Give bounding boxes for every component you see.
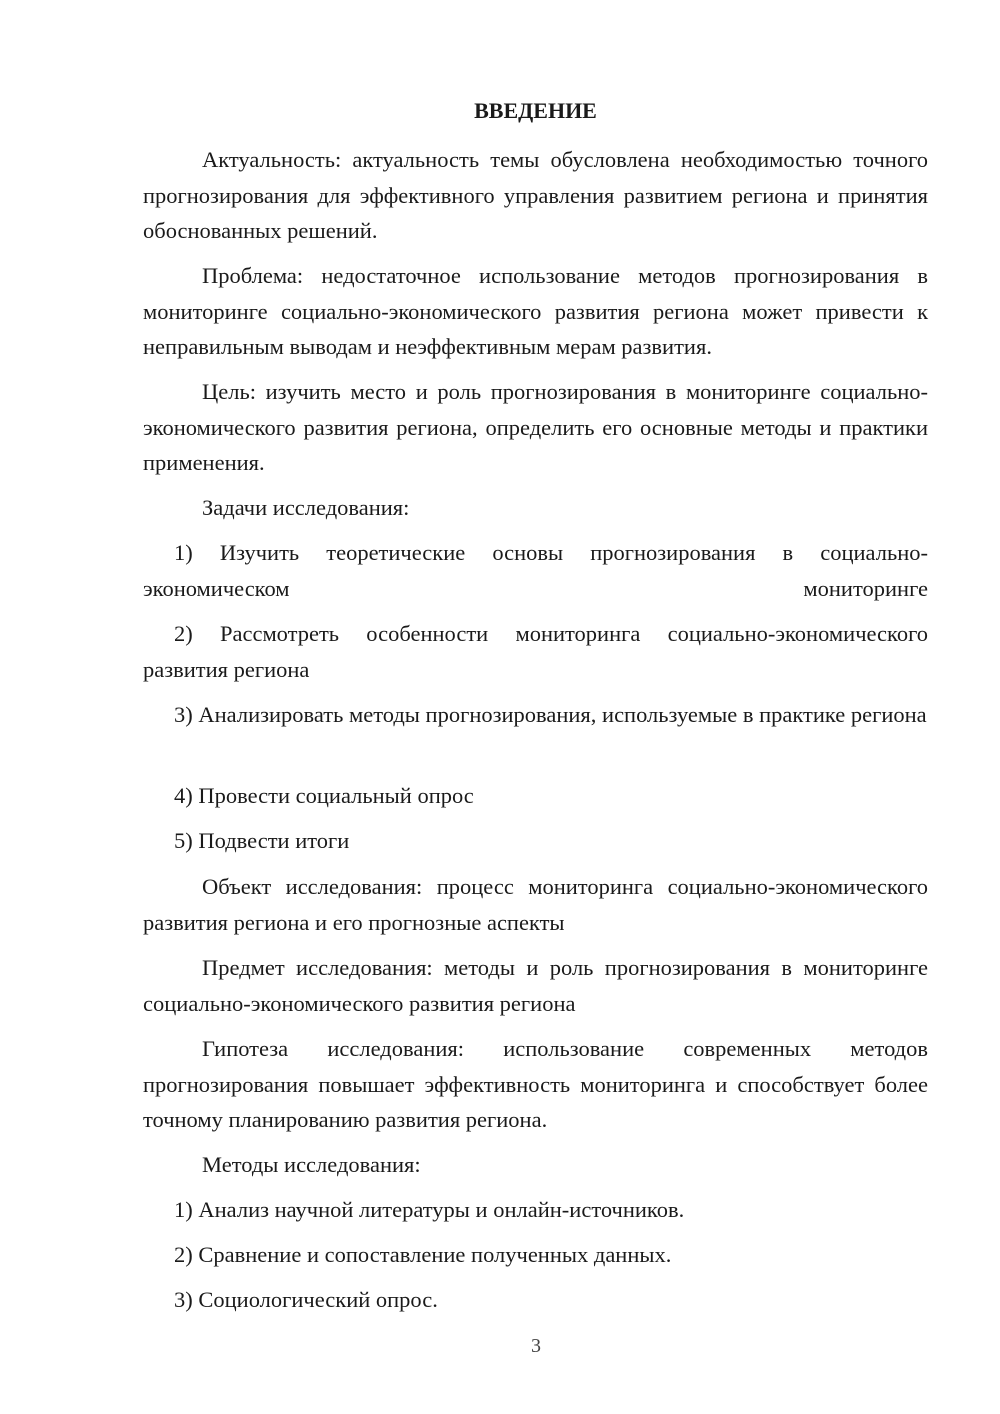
tasks-heading: Задачи исследования: — [202, 495, 410, 520]
section-title: ВВЕДЕНИЕ — [474, 98, 597, 123]
subject-paragraph: Предмет исследования: методы и роль прогнозирования в мониторинге социально-экономического развития региона — [143, 955, 928, 1016]
object-paragraph: Объект исследования: процесс мониторинга социально-экономического развития региона и его прогнозные аспекты — [143, 874, 928, 935]
goal-paragraph: Цель: изучить место и роль прогнозирования в мониторинге социально-экономического развития региона, определить его основные методы и практики применения. — [143, 379, 928, 475]
task-item-1: 1) Изучить теоретические основы прогнозирования в социально-экономическом мониторинге — [143, 540, 928, 601]
task-item-2: 2) Рассмотреть особенности мониторинга социально-экономического развития региона — [143, 621, 928, 682]
method-item-3: 3) Социологический опрос. — [174, 1287, 438, 1312]
method-item-2: 2) Сравнение и сопоставление полученных данных. — [174, 1242, 672, 1267]
problem-paragraph: Проблема: недостаточное использование методов прогнозирования в мониторинге социально-экономического развития региона может привести к неправильным выводам и неэффективным мерам развития. — [143, 263, 928, 359]
method-item-1: 1) Анализ научной литературы и онлайн-источников. — [174, 1197, 685, 1222]
methods-heading: Методы исследования: — [202, 1152, 421, 1177]
hypothesis-paragraph: Гипотеза исследования: использование современных методов прогнозирования повышает эффективность мониторинга и способствует более точному планированию развития региона. — [143, 1036, 928, 1132]
relevance-paragraph: Актуальность: актуальность темы обусловлена необходимостью точного прогнозирования для эффективного управления развитием региона и принятия обоснованных решений. — [143, 147, 928, 243]
task-item-5: 5) Подвести итоги — [174, 828, 350, 853]
task-item-3: 3) Анализировать методы прогнозирования, используемые в практике региона — [174, 702, 927, 727]
page-number: 3 — [531, 1335, 541, 1357]
task-item-4: 4) Провести социальный опрос — [174, 783, 474, 808]
